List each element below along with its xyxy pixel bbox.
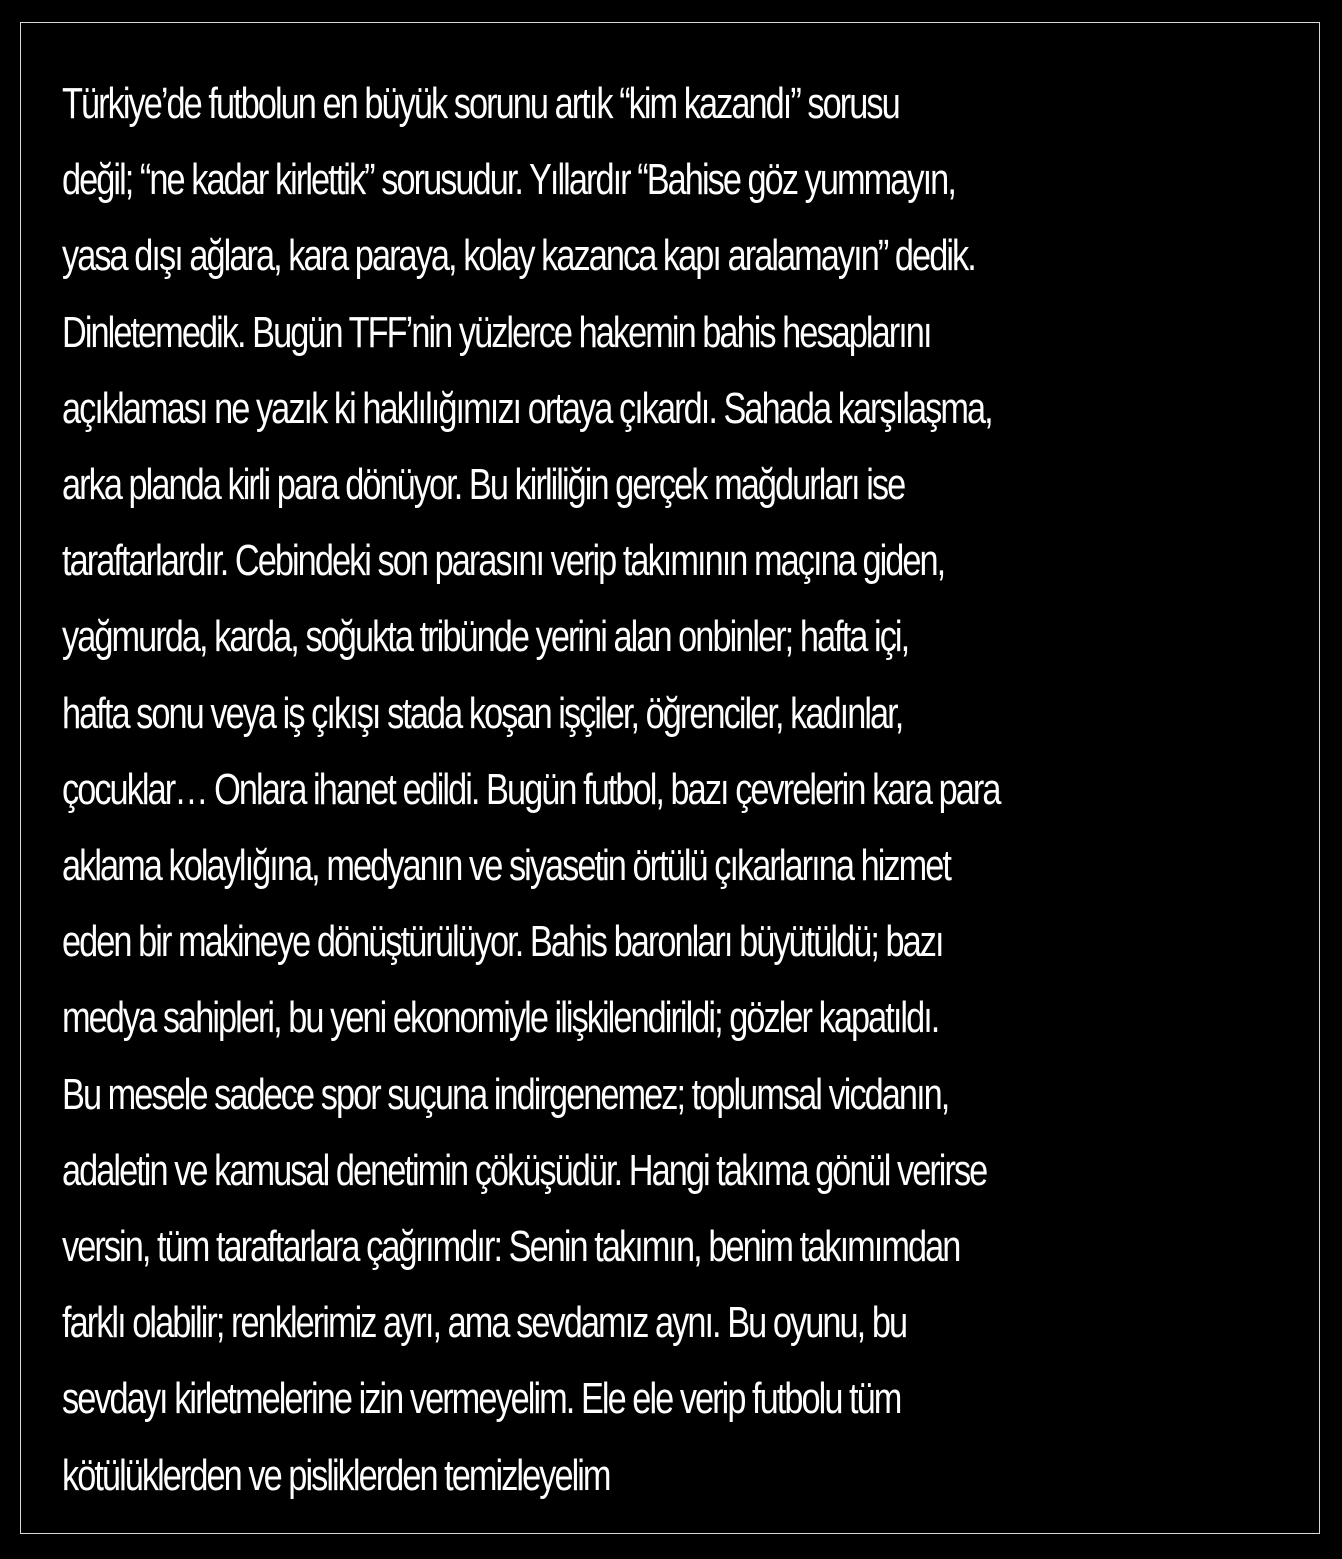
paragraph-line: versin, tüm taraftarlara çağrımdır: Senin takımın, benim takımımdan xyxy=(62,1222,960,1272)
statement-paragraph xyxy=(62,66,1294,1514)
paragraph-line: eden bir makineye dönüştürülüyor. Bahis baronları büyütüldü; bazı xyxy=(62,917,943,967)
paragraph-line: farklı olabilir; renklerimiz ayrı, ama sevdamız aynı. Bu oyunu, bu xyxy=(62,1298,907,1348)
paragraph-line: kötülüklerden ve pisliklerden temizleyelim xyxy=(62,1450,610,1500)
paragraph-line: açıklaması ne yazık ki haklılığımızı ortaya çıkardı. Sahada karşılaşma, xyxy=(62,383,992,433)
paragraph-line: adaletin ve kamusal denetimin çöküşüdür. Hangi takıma gönül verirse xyxy=(62,1145,987,1195)
paragraph-line: sevdayı kirletmelerine izin vermeyelim. Ele ele verip futbolu tüm xyxy=(62,1374,901,1424)
paragraph-line: taraftarlardır. Cebindeki son parasını verip takımının maçına giden, xyxy=(62,536,945,586)
paragraph-line: çocuklar… Onlara ihanet edildi. Bugün futbol, bazı çevrelerin kara para xyxy=(62,764,1000,814)
paragraph-line: Türkiye’de futbolun en büyük sorunu artık “kim kazandı” sorusu xyxy=(62,79,899,128)
paragraph-line: aklama kolaylığına, medyanın ve siyasetin örtülü çıkarlarına hizmet xyxy=(62,841,950,891)
paragraph-line: yasa dışı ağlara, kara paraya, kolay kazanca kapı aralamayın” dedik. xyxy=(62,231,975,281)
paragraph-line: Bu mesele sadece spor suçuna indirgenemez; toplumsal vicdanın, xyxy=(62,1069,949,1119)
paragraph-line: değil; “ne kadar kirlettik” sorusudur. Yıllardır “Bahise göz yummayın, xyxy=(62,155,955,205)
paragraph-line: yağmurda, karda, soğukta tribünde yerini alan onbinler; hafta içi, xyxy=(62,612,909,662)
paragraph-line: Dinletemedik. Bugün TFF’nin yüzlerce hakemin bahis hesaplarını xyxy=(62,307,931,357)
paragraph-line: hafta sonu veya iş çıkışı stada koşan işçiler, öğrenciler, kadınlar, xyxy=(62,688,903,738)
paragraph-line: arka planda kirli para dönüyor. Bu kirliliğin gerçek mağdurları ise xyxy=(62,460,905,510)
paragraph-line: medya sahipleri, bu yeni ekonomiyle ilişkilendirildi; gözler kapatıldı. xyxy=(62,993,939,1043)
